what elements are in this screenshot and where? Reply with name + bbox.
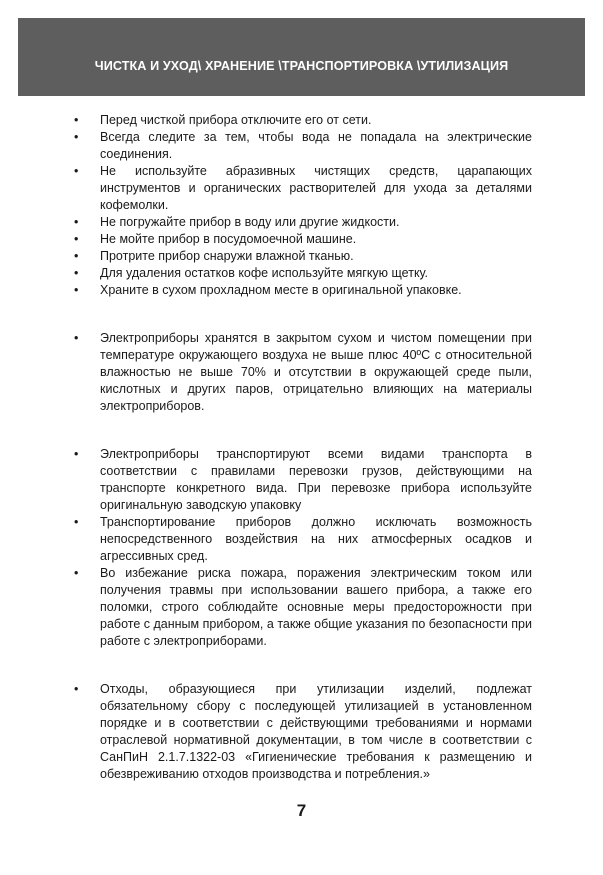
page-title: ЧИСТКА И УХОД\ ХРАНЕНИЕ \ТРАНСПОРТИРОВКА \УТИЛИЗАЦИЯ (94, 59, 509, 73)
bullet-icon: • (74, 232, 79, 246)
list-item-text: Электроприборы хранятся в закрытом сухом и чистом помещении при температуре окружающего воздуха не выше плюс 40ºС с относительной влажностью не выше 70% и отсутствии в окружающей среде пыли, кислотных и других паров, отрицательно влияющих на материалы электроприборов. (100, 331, 532, 413)
list-item (74, 514, 532, 565)
bullet-icon: • (74, 682, 79, 696)
list-item (74, 231, 532, 248)
list-item-text: Храните в сухом прохладном месте в оригинальной упаковке. (100, 283, 462, 297)
bullet-list (74, 330, 532, 415)
list-item (74, 214, 532, 231)
bullet-icon: • (74, 249, 79, 263)
list-item-text: Для удаления остатков кофе используйте мягкую щетку. (100, 266, 429, 280)
bullet-icon: • (74, 283, 79, 297)
section-storage (74, 330, 532, 415)
list-item (74, 282, 532, 299)
list-item-text: Всегда следите за тем, чтобы вода не попадала на электрические соединения. (100, 130, 532, 161)
list-item (74, 565, 532, 650)
list-item (74, 681, 532, 783)
bullet-list (74, 112, 532, 299)
list-item-text: Во избежание риска пожара, поражения электрическим током или получения травмы при использовании вашего прибора, а также его поломки, строго соблюдайте основные меры предосторожности при работе с данным прибором, а также общие указания по безопасности при работе с электроприборами. (100, 566, 532, 648)
bullet-icon: • (74, 164, 79, 178)
section-header-bar (18, 18, 585, 96)
list-item-text: Не используйте абразивных чистящих средств, царапающих инструментов и органических растворителей для ухода за деталями кофемолки. (100, 164, 532, 212)
bullet-icon: • (74, 113, 79, 127)
bullet-icon: • (74, 331, 79, 345)
bullet-list (74, 681, 532, 783)
section-cleaning-care (74, 112, 532, 299)
bullet-icon: • (74, 447, 79, 461)
list-item-text: Электроприборы транспортируют всеми видами транспорта в соответствии с правилами перевозки грузов, действующими на транспорте конкретного вида. При перевозке прибора используйте оригинальную заводскую упаковку (100, 447, 532, 512)
list-item-text: Протрите прибор снаружи влажной тканью. (100, 249, 354, 263)
list-item (74, 112, 532, 129)
section-transportation (74, 446, 532, 650)
list-item-text: Транспортирование приборов должно исключать возможность непосредственного воздействия на них атмосферных осадков и агрессивных сред. (100, 515, 532, 563)
bullet-icon: • (74, 266, 79, 280)
list-item (74, 446, 532, 514)
page-number: 7 (296, 801, 307, 820)
bullet-icon: • (74, 515, 79, 529)
bullet-icon: • (74, 130, 79, 144)
list-item-text: Не мойте прибор в посудомоечной машине. (100, 232, 357, 246)
section-disposal (74, 681, 532, 783)
bullet-icon: • (74, 215, 79, 229)
list-item (74, 129, 532, 163)
list-item (74, 163, 532, 214)
list-item-text: Отходы, образующиеся при утилизации изделий, подлежат обязательному сбору с последующей утилизацией в установленном порядке и в соответствии с действующими требованиями и нормами отраслевой нормативной документации, в том числе в соответствии с СанПиН 2.1.7.1322-03 «Гигиенические требования к размещению и обезвреживанию отходов производства и потребления.» (100, 682, 532, 781)
list-item-text: Не погружайте прибор в воду или другие жидкости. (100, 215, 400, 229)
bullet-list (74, 446, 532, 650)
list-item-text: Перед чисткой прибора отключите его от сети. (100, 113, 372, 127)
list-item (74, 248, 532, 265)
list-item (74, 265, 532, 282)
list-item (74, 330, 532, 415)
document-body (74, 112, 532, 783)
bullet-icon: • (74, 566, 79, 580)
